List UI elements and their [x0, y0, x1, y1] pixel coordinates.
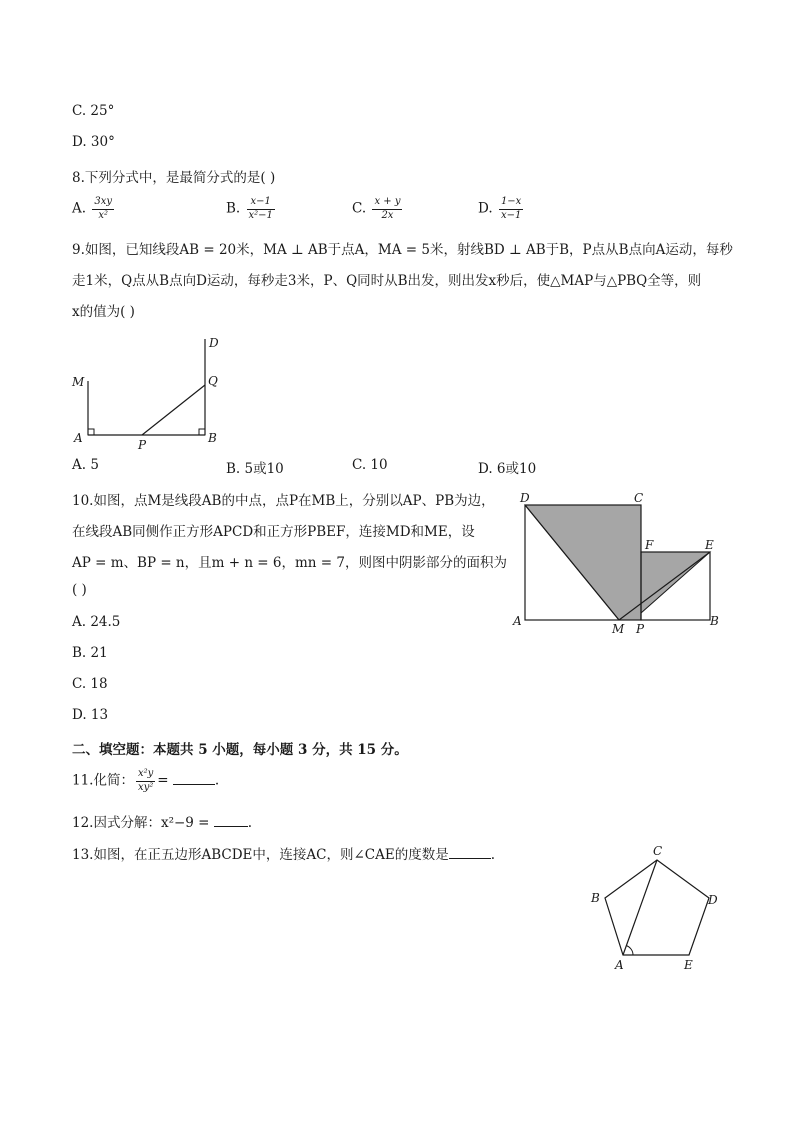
q10-stem-line3: AP = m、BP = n，且m + n = 6，mn = 7，则图中阴影部分的面积为	[72, 555, 507, 571]
q10-option-d: D. 13	[72, 707, 109, 723]
q8-b-numerator: x−1	[250, 196, 271, 207]
q9-option-a: A. 5	[72, 457, 99, 473]
q9-label-p: P	[138, 438, 147, 452]
q10-option-c: C. 18	[72, 676, 108, 692]
q13-label-c: C	[653, 844, 663, 858]
q13-label-b: B	[591, 891, 600, 905]
q10-label-e: E	[705, 538, 714, 552]
q9-label-m: M	[72, 375, 85, 389]
q9-option-c: C. 10	[352, 457, 388, 473]
q12-answer-blank	[214, 814, 248, 827]
q11-denominator: xy²	[137, 781, 154, 793]
q11-fraction	[136, 768, 155, 794]
q8-d-denominator: x−1	[500, 209, 522, 221]
q10-label-b: B	[710, 614, 719, 628]
q8-option-c	[352, 196, 404, 222]
q10-stem-line2: 在线段AB同侧作正方形APCD和正方形PBEF，连接MD和ME，设	[72, 524, 475, 540]
q9-stem-line3: x的值为( )	[72, 304, 135, 320]
q8-c-numerator: x + y	[374, 196, 401, 207]
q8-option-a-fraction	[92, 196, 114, 222]
q8-option-b-fraction	[247, 196, 275, 222]
q13-pentagon	[605, 860, 709, 955]
q13-label-a: A	[615, 958, 624, 972]
q9-right-angle-b	[199, 429, 205, 435]
q9-right-angle-a	[88, 429, 94, 435]
q8-stem: 8.下列分式中，是最简分式的是( )	[72, 170, 276, 186]
q10-shaded-left	[525, 505, 641, 620]
q8-option-b-label: B.	[226, 200, 241, 217]
q13-label-e: E	[684, 958, 693, 972]
q10-option-b: B. 21	[72, 645, 108, 661]
q13-line	[72, 843, 495, 863]
q10-stem-line4: ( )	[72, 582, 87, 598]
q10-label-p: P	[636, 622, 645, 636]
q8-b-denominator: x²−1	[248, 209, 273, 221]
q9-label-a: A	[74, 431, 83, 445]
q10-label-c: C	[634, 491, 644, 505]
q7-option-d: D. 30°	[72, 134, 115, 150]
q13-label-d: D	[708, 893, 718, 907]
q9-segment-pq	[142, 385, 205, 435]
q11-line	[72, 768, 219, 794]
q7-option-c: C. 25°	[72, 103, 115, 119]
q11-numerator: x²y	[137, 768, 154, 779]
q11-equals: =	[157, 772, 173, 789]
q9-label-b: B	[208, 431, 217, 445]
q10-label-d: D	[520, 491, 530, 505]
q8-a-numerator: 3xy	[94, 196, 112, 207]
q8-option-c-label: C.	[352, 200, 367, 217]
q10-shaded-right	[641, 552, 710, 613]
q9-label-d: D	[209, 336, 219, 350]
q13-answer-blank	[449, 846, 491, 859]
q10-label-f: F	[645, 538, 654, 552]
q9-option-d: D. 6或10	[478, 461, 537, 477]
q13-end: .	[490, 847, 496, 863]
q8-d-numerator: 1−x	[500, 196, 522, 207]
q8-option-d	[478, 196, 525, 222]
q11-prefix: 11.化简：	[72, 772, 134, 789]
q10-label-a: A	[513, 614, 522, 628]
q8-option-d-label: D.	[478, 200, 493, 217]
q8-option-b	[226, 196, 277, 222]
q13-stem: 13.如图，在正五边形ABCDE中，连接AC，则∠CAE的度数是	[72, 847, 449, 863]
q12-prefix: 12.因式分解：x²−9 =	[72, 815, 214, 831]
section2-title: 二、填空题：本题共 5 小题，每小题 3 分，共 15 分。	[72, 742, 408, 758]
q9-option-b: B. 5或10	[226, 461, 284, 477]
q13-segment-ac	[623, 860, 657, 955]
q9-label-q: Q	[208, 374, 218, 388]
q12-end: .	[247, 815, 253, 831]
q8-option-a-label: A.	[72, 200, 87, 217]
q12-line	[72, 811, 252, 831]
q8-a-denominator: x²	[92, 209, 114, 223]
q11-end: .	[214, 772, 220, 789]
q13-figure	[585, 842, 735, 977]
q9-figure	[68, 334, 248, 456]
q9-stem-line2: 走1米，Q点从B点向D运动，每秒走3米，P、Q同时从B出发，则出发x秒后，使△MAP与△PBQ全等，则	[72, 273, 702, 289]
q8-option-a	[72, 196, 116, 222]
q9-stem-line1: 9.如图，已知线段AB = 20米，MA ⊥ AB于点A，MA = 5米，射线BD ⊥ AB于B，P点从B点向A运动，每秒	[72, 242, 733, 258]
q10-figure	[510, 488, 730, 638]
q10-label-m: M	[612, 622, 625, 636]
q10-option-a: A. 24.5	[72, 614, 121, 630]
q8-c-denominator: 2x	[372, 209, 402, 223]
q10-stem-line1: 10.如图，点M是线段AB的中点，点P在MB上，分别以AP、PB为边，	[72, 493, 495, 509]
q11-answer-blank	[173, 772, 215, 785]
q13-angle-cae-mark	[626, 946, 633, 955]
q8-option-c-fraction	[372, 196, 402, 222]
q8-option-d-fraction	[499, 196, 523, 222]
